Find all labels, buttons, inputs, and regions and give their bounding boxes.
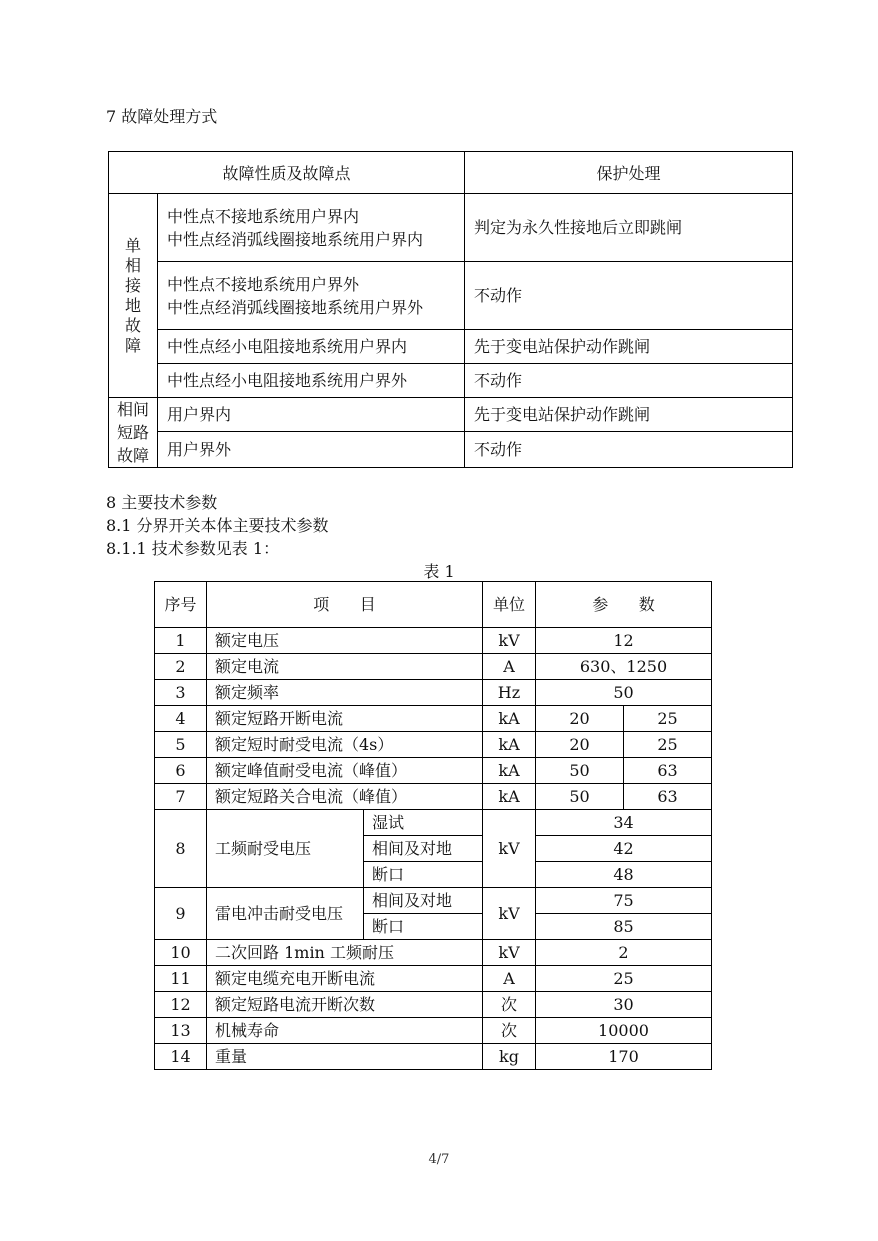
section-8-heading: 8 主要技术参数 [106, 493, 218, 512]
fault-handling-table [108, 151, 793, 468]
group-label-single-phase-ground: 单 相 接 地 故 障 [109, 194, 158, 398]
row-value: 34 [536, 810, 712, 836]
row-value: 30 [536, 992, 712, 1018]
row-unit: 次 [483, 1018, 536, 1044]
col-header-no: 序号 [155, 582, 207, 628]
row-unit: kV [483, 888, 536, 940]
row-no: 11 [155, 966, 207, 992]
row-value: 2 [536, 940, 712, 966]
table-header-row [109, 152, 793, 194]
row-item: 雷电冲击耐受电压 [207, 888, 364, 940]
page-number: 4/7 [428, 1152, 450, 1167]
row-value: 170 [536, 1044, 712, 1070]
table-row [109, 262, 793, 330]
row-item: 额定峰值耐受电流（峰值） [207, 758, 483, 784]
table-row [155, 1018, 712, 1044]
row-sub-label: 相间及对地 [364, 836, 483, 862]
row-value-1: 50 [536, 784, 624, 810]
table-row [155, 758, 712, 784]
row-unit: A [483, 654, 536, 680]
row-sub-label: 断口 [364, 862, 483, 888]
fault-cell: 中性点经小电阻接地系统用户界内 [158, 330, 465, 364]
action-cell: 判定为永久性接地后立即跳闸 [465, 194, 793, 262]
table-row [109, 194, 793, 262]
col-header-fault: 故障性质及故障点 [109, 152, 465, 194]
row-no: 4 [155, 706, 207, 732]
table-row [109, 330, 793, 364]
table-row [155, 706, 712, 732]
row-value: 12 [536, 628, 712, 654]
table-row [109, 398, 793, 432]
row-value-1: 20 [536, 732, 624, 758]
table-row [155, 654, 712, 680]
row-value: 75 [536, 888, 712, 914]
table-row [109, 432, 793, 468]
fault-cell: 中性点经小电阻接地系统用户界外 [158, 364, 465, 398]
fault-cell: 中性点不接地系统用户界内 中性点经消弧线圈接地系统用户界内 [158, 194, 465, 262]
row-no: 13 [155, 1018, 207, 1044]
table-row [155, 888, 712, 914]
row-item: 机械寿命 [207, 1018, 483, 1044]
section-8-1-heading: 8.1 分界开关本体主要技术参数 [106, 516, 329, 535]
row-no: 3 [155, 680, 207, 706]
row-unit: A [483, 966, 536, 992]
row-no: 2 [155, 654, 207, 680]
table-row [155, 992, 712, 1018]
row-unit: kV [483, 940, 536, 966]
row-value: 630、1250 [536, 654, 712, 680]
row-unit: Hz [483, 680, 536, 706]
fault-cell: 用户界外 [158, 432, 465, 468]
table-row [155, 628, 712, 654]
row-item: 额定电流 [207, 654, 483, 680]
row-item: 工频耐受电压 [207, 810, 364, 888]
table-row [155, 810, 712, 836]
action-cell: 不动作 [465, 262, 793, 330]
row-unit: kA [483, 706, 536, 732]
row-item: 额定短路电流开断次数 [207, 992, 483, 1018]
row-item: 二次回路 1min 工频耐压 [207, 940, 483, 966]
col-header-action: 保护处理 [465, 152, 793, 194]
row-value: 48 [536, 862, 712, 888]
row-value-1: 50 [536, 758, 624, 784]
row-no: 9 [155, 888, 207, 940]
row-no: 10 [155, 940, 207, 966]
table-row [155, 1044, 712, 1070]
row-value-2: 25 [624, 732, 712, 758]
action-cell: 不动作 [465, 364, 793, 398]
row-item: 额定电压 [207, 628, 483, 654]
row-sub-label: 断口 [364, 914, 483, 940]
col-header-item: 项 目 [207, 582, 483, 628]
fault-cell: 中性点不接地系统用户界外 中性点经消弧线圈接地系统用户界外 [158, 262, 465, 330]
group-label-phase-short-circuit: 相间 短路 故障 [109, 398, 158, 468]
row-no: 12 [155, 992, 207, 1018]
row-value-2: 63 [624, 784, 712, 810]
row-item: 额定短路开断电流 [207, 706, 483, 732]
action-cell: 不动作 [465, 432, 793, 468]
row-value: 42 [536, 836, 712, 862]
row-unit: kV [483, 810, 536, 888]
row-value: 85 [536, 914, 712, 940]
row-unit: 次 [483, 992, 536, 1018]
technical-parameters-table [154, 581, 712, 1070]
row-unit: kA [483, 732, 536, 758]
row-unit: kA [483, 784, 536, 810]
table-header-row [155, 582, 712, 628]
row-sub-label: 湿试 [364, 810, 483, 836]
table-row [155, 940, 712, 966]
table-row [155, 732, 712, 758]
row-no: 14 [155, 1044, 207, 1070]
row-no: 7 [155, 784, 207, 810]
row-unit: kV [483, 628, 536, 654]
row-value-2: 63 [624, 758, 712, 784]
row-value: 50 [536, 680, 712, 706]
fault-cell: 用户界内 [158, 398, 465, 432]
row-value-2: 25 [624, 706, 712, 732]
section-7-heading: 7 故障处理方式 [106, 107, 218, 126]
table-row [155, 680, 712, 706]
table-row [109, 364, 793, 398]
row-sub-label: 相间及对地 [364, 888, 483, 914]
row-value: 25 [536, 966, 712, 992]
row-item: 额定短时耐受电流（4s） [207, 732, 483, 758]
row-value-1: 20 [536, 706, 624, 732]
col-header-unit: 单位 [483, 582, 536, 628]
action-cell: 先于变电站保护动作跳闸 [465, 330, 793, 364]
section-8-1-1-heading: 8.1.1 技术参数见表 1： [106, 539, 280, 558]
row-unit: kg [483, 1044, 536, 1070]
row-unit: kA [483, 758, 536, 784]
row-item: 重量 [207, 1044, 483, 1070]
row-no: 5 [155, 732, 207, 758]
row-no: 1 [155, 628, 207, 654]
table-caption: 表 1 [423, 562, 455, 581]
table-row [155, 784, 712, 810]
row-no: 6 [155, 758, 207, 784]
row-no: 8 [155, 810, 207, 888]
col-header-value: 参 数 [536, 582, 712, 628]
action-cell: 先于变电站保护动作跳闸 [465, 398, 793, 432]
table-row [155, 966, 712, 992]
row-item: 额定短路关合电流（峰值） [207, 784, 483, 810]
row-value: 10000 [536, 1018, 712, 1044]
row-item: 额定电缆充电开断电流 [207, 966, 483, 992]
row-item: 额定频率 [207, 680, 483, 706]
